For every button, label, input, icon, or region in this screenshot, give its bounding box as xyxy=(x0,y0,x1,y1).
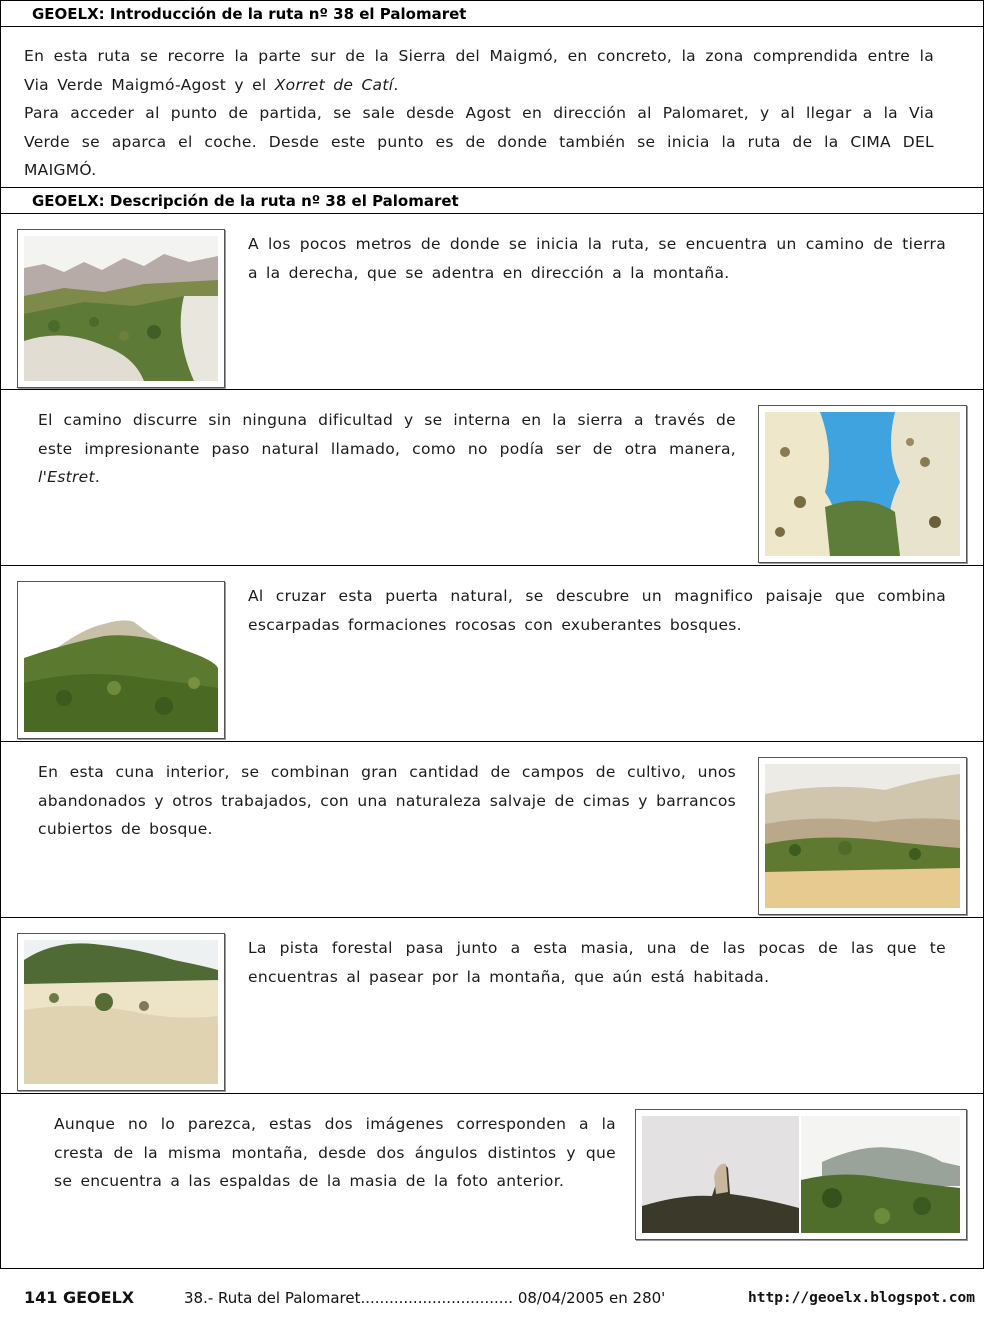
description-text-1: A los pocos metros de donde se inicia la ruta, se encuentra un camino de tierra a la derecha, que se adentra en dirección a la montaña. xyxy=(248,235,946,282)
description-text-6: Aunque no lo parezca, estas dos imágenes corresponden a la cresta de la misma montaña, desde dos ángulos distintos y que se encuentra a las espaldas de la masia de la foto anterior. xyxy=(54,1115,616,1190)
footer-blog-link[interactable]: http://geoelx.blogspot.com xyxy=(748,1290,975,1306)
photo-fields xyxy=(758,757,967,915)
photo-landscape xyxy=(17,581,225,739)
description-text-5: La pista forestal pasa junto a esta masia, una de las pocas de las que te encuentras al pasear por la montaña, que aún está habitada. xyxy=(248,939,946,986)
footer-page-number: 141 GEOELX xyxy=(24,1288,135,1307)
intro-italic-place: Xorret de Catí xyxy=(274,75,394,94)
intro-text-end: . xyxy=(393,75,399,94)
divider xyxy=(0,389,984,390)
photo-masia xyxy=(17,933,225,1091)
photo-image xyxy=(642,1116,960,1233)
page-border-left xyxy=(0,0,1,1269)
intro-title: GEOELX: Introducción de la ruta nº 38 el Palomaret xyxy=(32,5,467,23)
photo-estret xyxy=(758,405,967,563)
description-text-2 xyxy=(38,406,736,492)
photo-trail-start xyxy=(17,229,225,388)
description-text-2-end: . xyxy=(94,468,101,486)
ridge-images xyxy=(642,1116,960,1233)
divider xyxy=(0,187,984,188)
photo-image xyxy=(24,236,218,381)
photo-image xyxy=(24,588,218,732)
fields-image xyxy=(765,764,960,908)
photo-image xyxy=(24,940,218,1084)
divider xyxy=(0,1093,984,1094)
page-border-top xyxy=(0,0,984,1)
divider xyxy=(0,26,984,27)
footer-route-info: 38.- Ruta del Palomaret................................ 08/04/2005 en 280' xyxy=(184,1289,666,1307)
landscape-image xyxy=(24,236,218,381)
gorge-image xyxy=(765,412,960,556)
intro-text: En esta ruta se recorre la parte sur de la Sierra del Maigmó, en concreto, la zona comprendida entre la Via Verde Maigmó-Agost y el xyxy=(24,47,934,94)
description-text-4: En esta cuna interior, se combinan gran cantidad de campos de cultivo, unos abandonados y otros trabajados, con una naturaleza salvaje de cimas y barrancos cubiertos de bosque. xyxy=(38,763,736,838)
photo-image xyxy=(765,764,960,908)
photo-ridge-pair xyxy=(635,1109,967,1240)
divider xyxy=(0,565,984,566)
masia-image xyxy=(24,940,218,1084)
description-text-2-italic: l'Estret xyxy=(38,468,95,486)
description-title: GEOELX: Descripción de la ruta nº 38 el Palomaret xyxy=(32,192,459,210)
divider xyxy=(0,741,984,742)
divider xyxy=(0,917,984,918)
divider xyxy=(0,1268,984,1269)
description-text-2-main: El camino discurre sin ninguna dificultad y se interna en la sierra a través de este impresionante paso natural llamado, como no podía ser de otra manera, xyxy=(38,411,736,458)
intro-paragraph-2: Para acceder al punto de partida, se sale desde Agost en dirección al Palomaret, y al llegar a la Via Verde se aparca el coche. Desde este punto es de donde también se inicia la ruta de la CIMA DEL MAIGMÓ. xyxy=(24,104,934,179)
forest-mountain-image xyxy=(24,588,218,732)
description-text-3: Al cruzar esta puerta natural, se descubre un magnifico paisaje que combina escarpadas formaciones rocosas con exuberantes bosques. xyxy=(248,587,946,634)
photo-image xyxy=(765,412,960,556)
divider xyxy=(0,213,984,214)
intro-paragraph xyxy=(24,42,934,99)
